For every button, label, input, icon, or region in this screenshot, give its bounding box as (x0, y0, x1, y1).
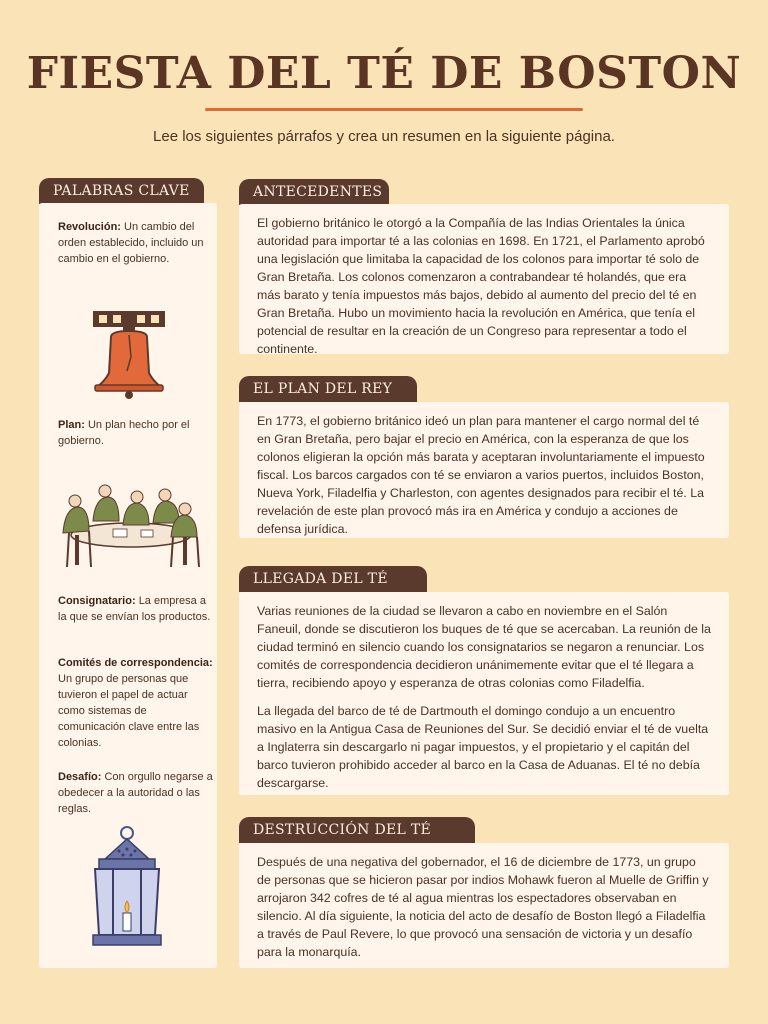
section-paragraph: El gobierno británico le otorgó a la Compañía de las Indias Orientales la única autoridad para importar té a las colonias en 1698. En 1721, el Parlamento aprobó una legislación que limitaba la capacidad de los colonos para importar té solo de Gran Bretaña. Los colonos comenzaron a contrabandear té holandés, que era más barato y tenía impuestos más bajos, debido al aumento del precio del té en Gran Bretaña. Hubo un movimiento hacia la revolución en América, que tenía el potencial de resultar en la creación de un Congreso para representar a todo el continente. (257, 216, 705, 356)
section-header-plan-del-rey: EL PLAN DEL REY (239, 376, 417, 402)
keyword-revolucion (58, 219, 213, 267)
keyword-term: Desafío: (58, 771, 102, 783)
liberty-bell-icon (89, 307, 169, 403)
keyword-term: Comités de correspondencia: (58, 657, 213, 669)
section-destruccion-del-te (239, 843, 729, 968)
section-paragraph: La llegada del barco de té de Dartmouth el domingo condujo a un encuentro masivo en la Antigua Casa de Reuniones del Sur. Se decidió enviar el té de vuelta a Inglaterra sin descargarlo ni pagar impuestos, y el propietario y el capitán del barco tuvieron prohibido acceder al barco en la Casa de Aduanas. El té no debía descargarse. (257, 704, 709, 790)
keyword-comites (58, 655, 213, 751)
section-paragraph: Después de una negativa del gobernador, el 16 de diciembre de 1773, un grupo de personas que se hicieron pasar por indios Mohawk fueron al Muelle de Griffin y arrojaron 342 cofres de té al agua mientras los espectadores observaban en silencio. Al día siguiente, la noticia del acto de desafío de Boston llegó a Filadelfia a través de Paul Revere, lo que provocó una sensación de victoria y un desafío para la monarquía. (257, 855, 709, 959)
keywords-panel (39, 203, 217, 968)
section-paragraph: Varias reuniones de la ciudad se llevaron a cabo en noviembre en el Salón Faneuil, donde se discutieron los buques de té que se acercaban. La reunión de la ciudad terminó en silencio cuando los consignatarios se negaron a renunciar. Los comités de correspondencia decidieron unánimemente evitar que el té llegara a tierra, recibiendo apoyo y esperanza de otras colonias como Filadelfia. (257, 604, 711, 690)
section-antecedentes (239, 204, 729, 354)
keyword-term: Plan: (58, 419, 85, 431)
section-plan-del-rey (239, 402, 729, 538)
section-header-antecedentes: ANTECEDENTES (239, 179, 389, 205)
keyword-plan (58, 417, 213, 449)
keyword-consignatario (58, 593, 213, 625)
keyword-definition: Un grupo de personas que tuvieron el papel de actuar como sistemas de comunicación clave entre las colonias. (58, 673, 200, 749)
section-header-destruccion-del-te: DESTRUCCIÓN DEL TÉ (239, 817, 475, 843)
keyword-definition: Un plan hecho por el gobierno. (58, 419, 190, 447)
keyword-definition: Un cambio del orden establecido, incluido un cambio en el gobierno. (58, 221, 204, 265)
page-title: FIESTA DEL TÉ DE BOSTON (26, 48, 742, 99)
section-paragraph: En 1773, el gobierno británico ideó un plan para mantener el cargo normal del té en Gran Bretaña, pero bajar el precio en América, con la esperanza de que los colonos eligieran la opción más barata y aceptaran involuntariamente el impuesto fiscal. Los barcos cargados con té se enviaron a varios puertos, incluidos Boston, Nueva York, Filadelfia y Charleston, con agentes designados para recibir el té. La revelación de este plan provocó más ira en América y condujo a acciones de defensa jurídica. (257, 414, 705, 536)
lantern-icon (87, 825, 167, 955)
keyword-term: Consignatario: (58, 595, 136, 607)
title-underline (205, 108, 583, 111)
page-subtitle: Lee los siguientes párrafos y crea un resumen en la siguiente página. (153, 128, 615, 145)
congress-meeting-icon (53, 473, 203, 573)
section-llegada-del-te (239, 592, 729, 795)
keyword-term: Revolución: (58, 221, 121, 233)
keyword-definition: La empresa a la que se envían los productos. (58, 595, 211, 623)
keyword-definition: Con orgullo negarse a obedecer a la autoridad o las reglas. (58, 771, 213, 815)
keywords-header: PALABRAS CLAVE (39, 178, 204, 204)
keyword-desafio (58, 769, 213, 817)
section-header-llegada-del-te: LLEGADA DEL TÉ (239, 566, 427, 592)
